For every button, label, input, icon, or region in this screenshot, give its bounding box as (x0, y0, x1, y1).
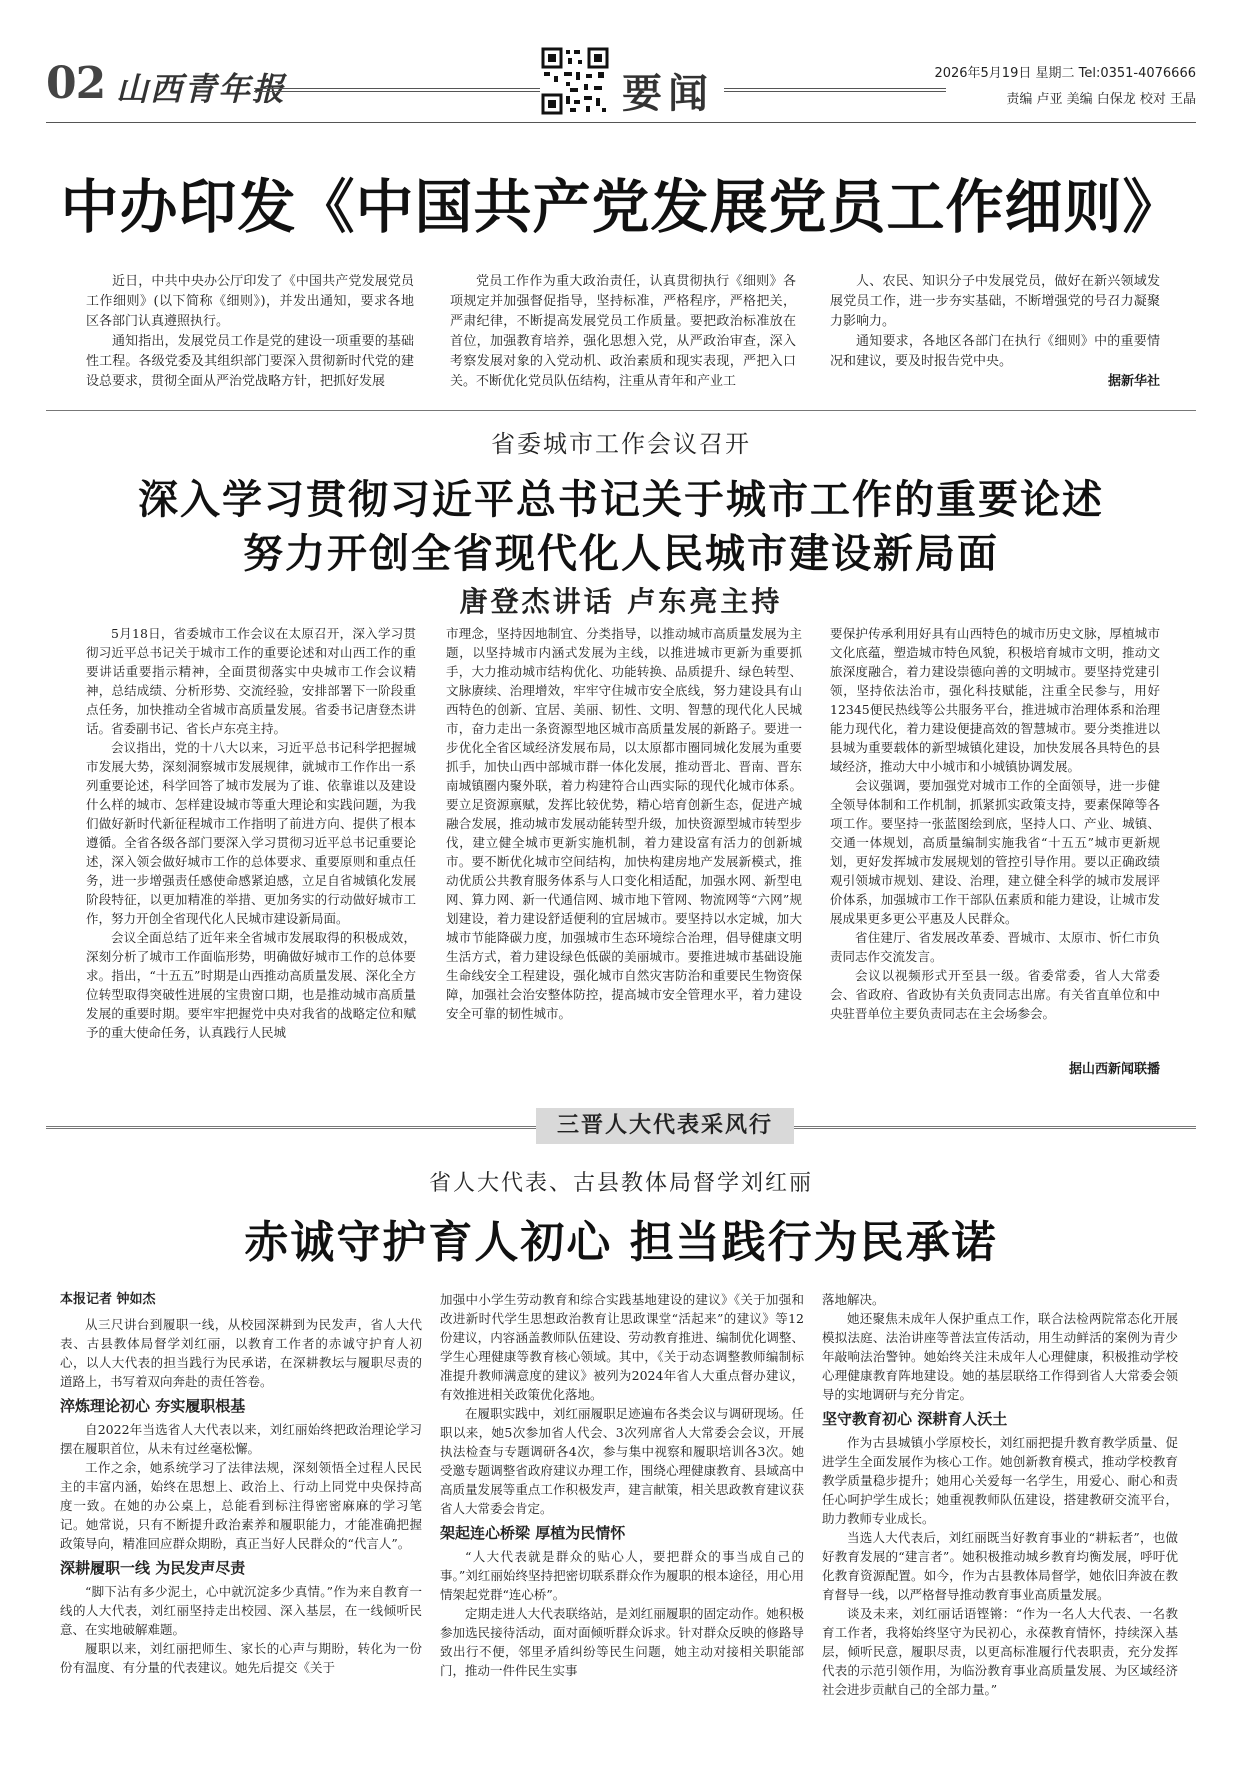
section-subheading: 淬炼理论初心 夯实履职根基 (60, 1397, 246, 1415)
article-divider (46, 410, 1196, 411)
header-rule-right (724, 88, 946, 92)
article2-headline-line2[interactable]: 努力开创全省现代化人民城市建设新局面 (243, 531, 999, 577)
paragraph: 会议全面总结了近年来全省城市发展取得的积极成效，深刻分析了城市工作面临形势，明确做好城市工作的总体要求。指出，“十五五”时期是山西推动高质量发展、深化全方位转型取得突破性进展的宝贵窗口期，也是推动城市高质量发展的重要时期。要牢牢把握党中央对我省的战略定位和赋予的重大使命任务，认真践行人民城 (86, 930, 416, 1040)
paragraph: 人、农民、知识分子中发展党员，做好在新兴领域发展党员工作，进一步夯实基础，不断增强党的号召力凝聚力影响力。 (830, 274, 1160, 329)
paragraph: 5月18日，省委城市工作会议在太原召开，深入学习贯彻习近平总书记关于城市工作的重要论述和对山西工作的重要讲话重要指示精神，全面贯彻落实中央城市工作会议精神，总结成绩、分析形势、交流经验，安排部署下一阶段重点任务，加快推动全省城市高质量发展。省委书记唐登杰讲话。省委副书记、省长卢东亮主持。 (86, 626, 416, 736)
article3-headline[interactable]: 赤诚守护育人初心 担当践行为民承诺 (244, 1217, 998, 1268)
paragraph: 自2022年当选省人大代表以来，刘红丽始终把政治理论学习摆在履职首位，从未有过丝毫松懈。 (60, 1422, 422, 1456)
article1-source: 据新华社 (1107, 374, 1160, 389)
paragraph: 会议强调，要加强党对城市工作的全面领导，进一步健全领导体制和工作机制，抓紧抓实政策支持，要素保障等各项工作。要坚持一张蓝图绘到底，坚持人口、产业、城镇、交通一体规划，高质量编制实施我省“十五五”城市更新规划，更好发挥城市发展规划的管控引导作用。要以正确政绩观引领城市规划、建设、治理，建立健全科学的城市发展评价体系，加强城市工作干部队伍素质和能力建设，让城市发展成果更多更公平惠及人民群众。 (830, 778, 1160, 926)
paragraph: “脚下沾有多少泥土，心中就沉淀多少真情。”作为来自教育一线的人大代表，刘红丽坚持走出校园、深入基层，在一线倾听民意、在实地破解难题。 (60, 1584, 422, 1637)
masthead-logo: 山西青年报 (116, 70, 287, 108)
article2-source: 据山西新闻联播 (1068, 1062, 1160, 1077)
paragraph: 从三尺讲台到履职一线，从校园深耕到为民发声，省人大代表、古县教体局督学刘红丽，以教育工作者的赤诚守护育人初心，以人大代表的担当践行为民承诺，在深耕教坛与履职尽责的道路上，书写着双向奔赴的责任答卷。 (60, 1317, 422, 1389)
paragraph: 通知要求，各地区各部门在执行《细则》中的重要情况和建议，要及时报告党中央。 (830, 334, 1160, 369)
article1-column-3 (830, 272, 1160, 372)
paragraph: 加强中小学生劳动教育和综合实践基地建设的建议》《关于加强和改进新时代学生思想政治教育让思政课堂“活起来”的建议》等12份建议，内容涵盖教师队伍建设、劳动教育推进、编制优化调整、学生心理健康等教育核心领域。其中，《关于动态调整教师编制标准提升教师满意度的建议》被列为2024年省人大重点督办建议，有效推进相关政策优化落地。 (440, 1292, 804, 1402)
article1-column-2 (450, 272, 796, 392)
article1-column-1 (86, 272, 414, 392)
qr-code-icon[interactable] (540, 46, 610, 116)
paragraph: 工作之余，她系统学习了法律法规，深刻领悟全过程人民民主的丰富内涵，始终在思想上、政治上、行动上同党中央保持高度一致。在她的办公桌上，总能看到标注得密密麻麻的学习笔记。她常说，只有不断提升政治素养和履职能力，才能准确把握政策导向，精准回应群众期盼，真正当好人民群众的“代言人”。 (60, 1460, 422, 1551)
section-subheading: 深耕履职一线 为民发声尽责 (60, 1559, 246, 1577)
section-subheading: 架起连心桥梁 厚植为民情怀 (440, 1524, 626, 1542)
article3-kicker: 省人大代表、古县教体局督学刘红丽 (428, 1171, 813, 1196)
article3-column-3 (822, 1290, 1178, 1699)
section-title: 要闻 (622, 71, 714, 117)
paragraph: 在履职实践中，刘红丽履职足迹遍布各类会议与调研现场。任职以来，她5次参加省人代会、3次列席省人大常委会会议，开展执法检查与专题调研各4次，参与集中视察和履职培训各3次。她受邀专题调整省政府建议办理工作，围绕心理健康教育、县域高中高质量发展等重点工作积极发声，建言献策，相关思政教育建议获省人大常委会肯定。 (440, 1406, 804, 1516)
paragraph: “人大代表就是群众的贴心人，要把群众的事当成自己的事。”刘红丽始终坚持把密切联系群众作为履职的根本途径，用心用情架起党群“连心桥”。 (440, 1549, 804, 1602)
article2-headline-line1[interactable]: 深入学习贯彻习近平总书记关于城市工作的重要论述 (138, 477, 1104, 523)
paragraph: 市理念，坚持因地制宜、分类指导，以推动城市高质量发展为主题，以坚持城市内涵式发展为主线，以推进城市更新为重要抓手，大力推动城市结构优化、功能转换、品质提升、绿色转型、文脉赓续、治理增效，牢牢守住城市安全底线，努力建设具有山西特色的创新、宜居、美丽、韧性、文明、智慧的现代化人民城市，奋力走出一条资源型地区城市高质量发展的新路子。要进一步优化全省区域经济发展布局，以太原都市圈同城化发展为重要抓手，加快山西中部城市群一体化发展，推动晋北、晋南、晋东南城镇圈内聚外联，着力构建符合山西实际的现代化城市体系。要立足资源禀赋，发挥比较优势，精心培育创新生态，促进产城融合发展，推动城市发展动能转型升级，加快资源型城市转型步伐，建立健全城市更新实施机制，着力建设富有活力的创新城市。要不断优化城市空间结构，加快构建房地产发展新模式，推动优质公共教育服务体系与人口变化相适配，加强水网、新型电网、算力网、新一代通信网、城市地下管网、物流网等“六网”规划建设，着力建设舒适便利的宜居城市。要坚持以水定城，加大城市节能降碳力度，加强城市生态环境综合治理，倡导健康文明生活方式，着力建设绿色低碳的美丽城市。要推进城市基础设施生命线安全工程建设，强化城市自然灾害防治和重要民生物资保障，加强社会治安整体防控，提高城市安全管理水平，着力建设安全可靠的韧性城市。 (446, 626, 802, 1021)
article2-column-1 (86, 624, 416, 1042)
paragraph: 党员工作作为重大政治责任，认真贯彻执行《细则》各项规定并加强督促指导，坚持标准，严格程序，严格把关，严肃纪律，不断提高发展党员工作质量。要把政治标准放在首位，加强教育培养，强化思想入党，从严政治审查，深入考察发展对象的入党动机、政治素质和现实表现，严把入口关。不断优化党员队伍结构，注重从青年和产业工 (450, 274, 796, 389)
section-subheading: 坚守教育初心 深耕育人沃土 (822, 1410, 1008, 1428)
column-banner: 三晋人大代表采风行 (536, 1108, 794, 1144)
paragraph: 要保护传承利用好具有山西特色的城市历史文脉，厚植城市文化底蕴，塑造城市特色风貌，积极培育城市文明，推动文旅深度融合，着力建设崇德向善的文明城市。要坚持党建引领，坚持依法治市，强化科技赋能，注重全民参与，用好12345便民热线等公共服务平台，推进城市治理体系和治理能力现代化，着力建设便捷高效的智慧城市。要分类推进以县城为重要载体的新型城镇化建设，加快发展各具特色的县域经济，推动大中小城市和小城镇协调发展。 (830, 626, 1160, 774)
article3-column-1 (60, 1290, 422, 1677)
paragraph: 省住建厅、省发展改革委、晋城市、太原市、忻仁市负责同志作交流发言。 (830, 930, 1160, 964)
page-number: 02 (46, 58, 106, 109)
article2-column-2 (446, 624, 802, 1023)
paragraph: 作为古县城镇小学原校长，刘红丽把提升教育教学质量、促进学生全面发展作为核心工作。她创新教育模式，推动学校教育教学质量稳步提升；她用心关爱每一名学生，用爱心、耐心和责任心呵护学生成长；她重视教师队伍建设，搭建教研交流平台，助力教师专业成长。 (822, 1435, 1178, 1526)
header-rule-left (254, 88, 544, 92)
header-divider (46, 122, 1196, 123)
paragraph: 通知指出，发展党员工作是党的建设一项重要的基础性工程。各级党委及其组织部门要深入贯彻新时代党的建设总要求，贯彻全面从严治党战略方针，把抓好发展 (86, 334, 414, 389)
article3-column-2 (440, 1290, 804, 1680)
paragraph: 落地解决。 (822, 1292, 885, 1307)
paragraph: 她还聚焦未成年人保护重点工作，联合法检两院常态化开展模拟法庭、法治讲座等普法宣传活动，用生动鲜活的案例为青少年敲响法治警钟。她始终关注未成年人心理健康，积极推动学校心理健康教育阵地建设。她的基层联络工作得到省人大常委会领导的实地调研与充分肯定。 (822, 1311, 1178, 1402)
issue-date: 2026年5月19日 星期二 Tel:0351-4076666 (934, 66, 1196, 81)
paragraph: 会议指出，党的十八大以来，习近平总书记科学把握城市发展大势，深刻洞察城市发展规律，就城市工作作出一系列重要论述，科学回答了城市发展为了谁、依靠谁以及建设什么样的城市、怎样建设城市等重大理论和实践问题，为我们做好新时代新征程城市工作指明了前进方向、提供了根本遵循。全省各级各部门要深入学习贯彻习近平总书记重要论述，深入领会做好城市工作的总体要求、重要原则和重点任务，进一步增强责任感使命感紧迫感，立足自省城镇化发展阶段特征，以更加精准的举措、更加务实的行动做好城市工作，努力开创全省现代化人民城市建设新局面。 (86, 740, 416, 926)
paragraph: 当选人大代表后，刘红丽既当好教育事业的“耕耘者”，也做好教育发展的“建言者”。她积极推动城乡教育均衡发展，呼吁优化教育资源配置。如今，作为古县教体局督学，她依旧奔波在教育督导一线，以严格督导推动教育事业高质量发展。 (822, 1530, 1178, 1602)
paragraph: 履职以来，刘红丽把师生、家长的心声与期盼，转化为一份份有温度、有分量的代表建议。她先后提交《关于 (60, 1641, 422, 1675)
article2-subheadline: 唐登杰讲话 卢东亮主持 (459, 585, 783, 618)
paragraph: 定期走进人大代表联络站，是刘红丽履职的固定动作。她积极参加选民接待活动，面对面倾听群众诉求。针对群众反映的修路导致出行不便，邻里矛盾纠纷等民生问题，她主动对接相关职能部门，推动一件件民生实事 (440, 1606, 804, 1678)
article2-column-3 (830, 624, 1160, 1023)
paragraph: 谈及未来，刘红丽话语铿锵：“作为一名人大代表、一名教育工作者，我将始终坚守为民初心，永葆教育情怀，持续深入基层，倾听民意，履职尽责，以更高标准履行代表职责，充分发挥代表的示范引领作用，为临汾教育事业高质量发展、为区域经济社会进步贡献自己的全部力量。” (822, 1606, 1178, 1697)
article2-kicker: 省委城市工作会议召开 (491, 430, 751, 458)
byline: 本报记者 钟如杰 (60, 1292, 156, 1307)
paragraph: 近日，中共中央办公厅印发了《中国共产党发展党员工作细则》(以下简称《细则》)，并发出通知，要求各地区各部门认真遵照执行。 (86, 274, 414, 329)
paragraph: 会议以视频形式开至县一级。省委常委，省人大常委会、省政府、省政协有关负责同志出席。有关省直单位和中央驻晋单位主要负责同志在主会场参会。 (830, 968, 1160, 1021)
article1-headline[interactable]: 中办印发《中国共产党发展党员工作细则》 (60, 173, 1182, 241)
editors-line: 责编 卢亚 美编 白保龙 校对 王晶 (1006, 92, 1196, 107)
